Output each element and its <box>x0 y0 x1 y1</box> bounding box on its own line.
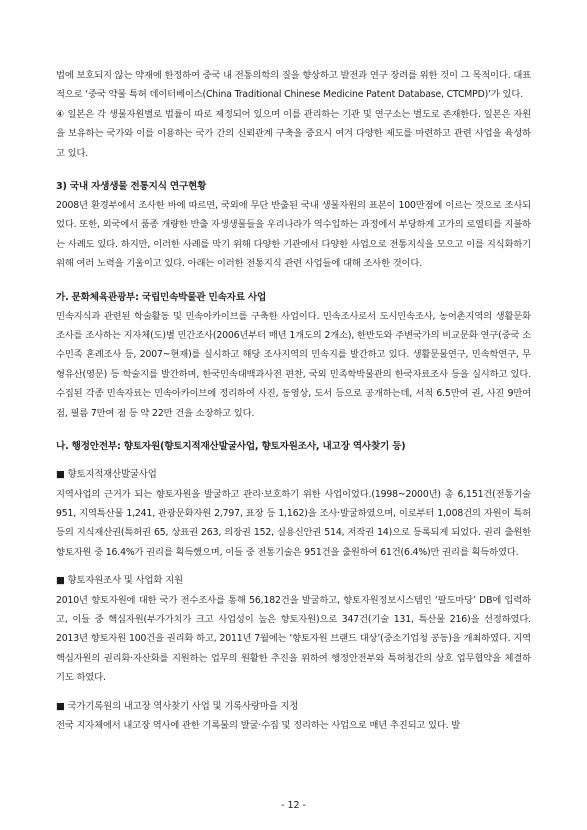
item-3-body: 전국 지자체에서 내고장 역사에 관한 기록물의 발굴·수집 및 정리하는 사업으로 매년 추진되고 있다. 발 <box>56 719 461 731</box>
item-1-title: ■ 향토지적재산발굴사업 <box>56 469 157 481</box>
intro-paragraph-1: 법에 보호되지 않는 약재에 한정하여 중국 내 전통의학의 질을 향상하고 발전과 연구 장려를 위한 것이 그 목적이다. 대표적으로 ‘중국 약물 특허 데이터베이스(China Traditional Chinese Medicine Patent Database, CTCMPD)’가 있다. <box>56 70 531 101</box>
item-3-title: ■ 국가기록원의 내고장 역사찾기 사업 및 기록사랑마을 지정 <box>56 700 299 712</box>
intro-paragraph-2: ④ 일본은 각 생물자원별로 법률이 따로 제정되어 있으며 이를 관리하는 기관 및 연구소는 별도로 존재한다. 일본은 자원을 보유하는 국가와 이를 이용하는 국가 간의 신뢰관계 구축을 중요시 여겨 다양한 제도를 마련하고 관련 사업을 육성하고 있다. <box>56 108 531 159</box>
section-na-heading: 나. 행정안전부: 향토자원(향토지적재산발굴사업, 향토자원조사, 내고장 역사찾기 등) <box>56 441 406 453</box>
item-2-title: ■ 향토자원조사 및 사업화 지원 <box>56 575 183 587</box>
section-3-heading: 3) 국내 자생생물 전통지식 연구현황 <box>56 181 207 193</box>
page-number: - 12 - <box>281 800 306 811</box>
item-2-body: 2010년 향토자원에 대한 국가 전수조사를 통해 56,182건을 발굴하고, 향토자원정보시스템인 ‘팔도마당’ DB에 입력하고, 이들 중 핵심자원(부가가치가 크고 사업성이 높은 향토자원)으로 347건(기술 131, 특산물 216)을 선정하였다. 2013년 향토자원 100건을 권리화 하고, 2011년 7월에는 ‘향토자원 브랜드 대상’(중소기업청 공동)을 개최하였다. 지역 핵심자원의 권리화·자산화를 지원하는 업무의 원활한 추진을 위하여 행정안전부와 특허청간의 상호 업무협약을 체결하기도 하였다. <box>56 594 531 684</box>
section-3-body: 2008년 환경부에서 조사한 바에 따르면, 국외에 무단 반출된 국내 생물자원의 표본이 100만점에 이르는 것으로 조사되었다. 또한, 외국에서 품종 개량한 반출 자생생물들을 우리나라가 역수입하는 과정에서 부당하게 고가의 로열티를 지불하는 사례도 있다. 하지만, 이러한 사례를 막기 위해 다양한 기관에서 다양한 사업으로 전통지식을 모으고 이를 지식화하기 위해 여러 노력을 기울이고 있다. 아래는 이러한 전통지식 관련 사업들에 대해 조사한 것이다. <box>56 200 531 270</box>
item-1-body: 지역사업의 근거가 되는 향토자원을 발굴하고 관리·보호하기 위한 사업이었다.(1998~2000년) 총 6,151건(전통기술 951, 지역특산물 1,241, 관광문화자원 2,797, 표장 등 1,162)을 조사·발굴하였으며, 이로부터 1,008건의 자원이 특허 등의 지식재산권(특허권 65, 상표권 263, 의장권 152, 실용신안권 514, 저작권 14)으로 등록되게 되었다. 권리 출원한 향토자원 중 16.4%가 권리를 획득했으며, 이들 중 전통기술은 951건을 출원하여 61건(6.4%)만 권리를 획득하였다. <box>56 488 531 558</box>
section-ga-body: 민속지식과 관련된 학술활동 및 민속아카이브를 구축한 사업이다. 민속조사로서 도시민속조사, 농어촌지역의 생활문화조사를 조사하는 지자체(도)별 민간조사(2006년부터 매년 1개도의 2개소), 한반도와 주변국가의 비교문화 연구(중국 소수민족 혼례조사 등, 2007~현재)를 실시하고 해당 조사지역의 민속지를 발간하고 있다. 생활문물연구, 민속학연구, 무형유산(영문) 등 학술지를 발간하며, 한국민속대백과사전 편찬, 국외 민족학박물관의 한국자료조사 등을 실시하고 있다. 수집된 각종 민속자료는 민속아카이브에 정리하여 사진, 동영상, 도서 등으로 공개하는데, 서적 6.5만여 권, 사진 9만여 점, 필름 7만여 점 등 약 22만 건을 소장하고 있다. <box>56 310 531 419</box>
section-ga-heading: 가. 문화체육관광부: 국립민속박물관 민속자료 사업 <box>56 291 267 303</box>
